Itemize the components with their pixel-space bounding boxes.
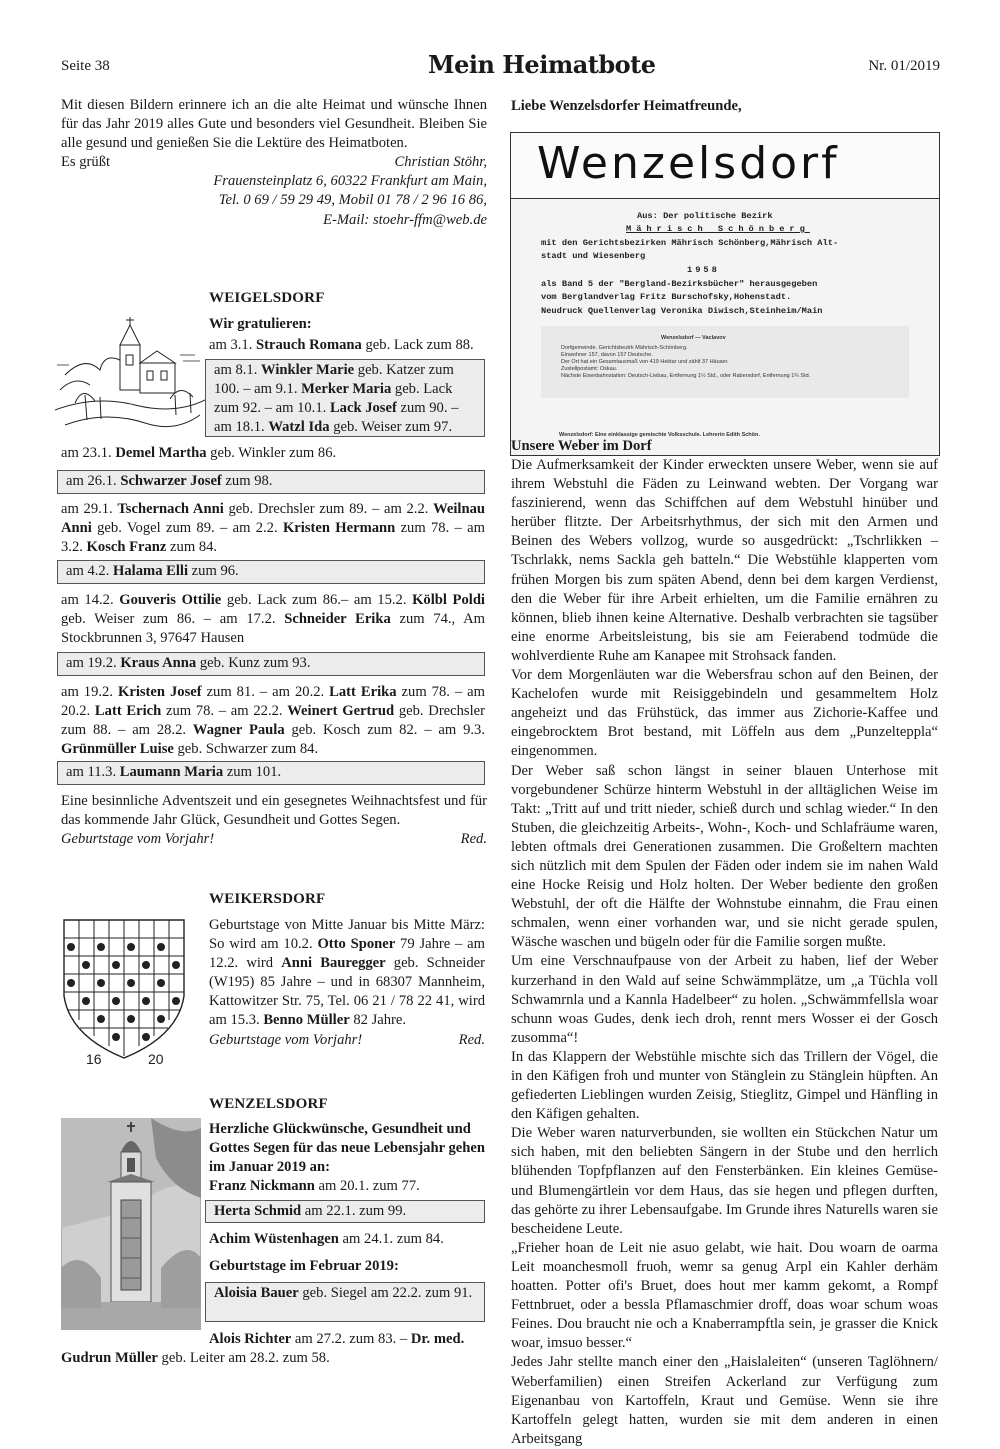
article-paragraph: Jedes Jahr stellte manch einer den „Haislaleiten“ (unseren Taglöhnern/ Weberfamilien) einen Streifen Ackerland zur Verfügung zum Eigenanbau von Kartoffeln, Kraut und Gemüse. Wenn sie ihre Kartoffeln gelegt hatten, wurden sie mit dem anderen in einen Arbeitsgang xyxy=(511,1354,938,1447)
weigelsdorf-highlight-box-2: am 26.1. Schwarzer Josef zum 98. xyxy=(57,470,485,494)
doc-small-1: Dorfgemeinde. Gerichtsbezirk Mährisch-Schönberg. xyxy=(561,345,688,351)
weigelsdorf-title: WEIGELSDORF xyxy=(209,290,325,306)
author-phone: Tel. 0 69 / 59 29 49, Mobil 01 78 / 2 96 16 86, xyxy=(218,192,487,209)
article-paragraph: Um eine Verschnaufpause von der Arbeit zu haben, lief der Weber kurzerhand in den Wald auf seine Schwämmplätze, um „a Tüchla voll Schwamrnla und a Kannla Hadelbeer“ zu holen. „Schwämmfellsla woar schunn woas Gudes, denk iech droh, rennt mers Wosser ei der Gosch zusomma“! xyxy=(511,953,938,1046)
weigelsdorf-highlight-box-3: am 4.2. Halama Elli zum 96. xyxy=(57,560,485,584)
author-contact xyxy=(61,172,487,229)
weigelsdorf-paragraph-3: am 29.1. Tschernach Anni geb. Drechsler zum 89. – am 2.2. Weilnau Anni geb. Vogel zum 89. – am 2.2. Kristen Hermann zum 78. – am 3.2. Kosch Franz zum 84. xyxy=(61,501,485,556)
author-name: Christian Stöhr, xyxy=(394,154,487,171)
masthead-title: Mein Heimatbote xyxy=(428,50,656,79)
intro-text: Mit diesen Bildern erinnere ich an die alte Heimat und wünsche Ihnen für das Jahr 2019 alles Gute und besonders viel Gesundheit. Bleiben Sie alle gesund und genießen Sie die Lektüre des Heimatboten. xyxy=(61,97,487,152)
doc-small-6: Wenzelsdorf: Eine einklassige gemischte Volksschule. Lehrerin Edith Schön. xyxy=(559,432,760,438)
wenzelsdorf-wishes: Herzliche Glückwünsche, Gesundheit und Gottes Segen für das neue Lebensjahr gehen im Januar 2019 an: xyxy=(209,1121,485,1176)
salutation: Liebe Wenzelsdorfer Heimatfreunde, xyxy=(511,98,742,114)
article-paragraph: „Frieher hoan de Leit nie asuo gelabt, wie hait. Dou woarn de oarma Leit moanchesmoll fruoh, wemr sa genug Arpl ein Kahler derhäm hoatten. Potter ofi's Bruet, does hout mer kamm gekomt, a Rompf Fettnbruet, oder a bessla Pflamaschmier droff, doas woar schum woas Feines. Dou braucht nie och a Knaberrampftla sein, je grasser die Knick woar, imsuo besser.“ xyxy=(511,1239,938,1352)
weigelsdorf-paragraph-5: am 19.2. Kristen Josef zum 81. – am 20.2. Latt Erika zum 78. – am 20.2. Latt Erich zum 78. – am 22.2. Weinert Gertrud geb. Drechsler zum 88. – am 28.2. Wagner Paula geb. Kosch zum 82. – am 9.3. Grünmüller Luise geb. Schwarzer zum 84. xyxy=(61,684,486,758)
doc-line-2: Mährisch Schönberg xyxy=(626,224,810,234)
doc-small-2: Einwohner 157, davon 157 Deutsche. xyxy=(561,352,653,358)
article-paragraph: Der Weber saß schon längst in seiner blauen Unterhose mit vorgebundener Schürze hinterm Webstuhl in der alltäglichen Weise im Takt: „Tritt auf und tritt nieder, schieß durch und schlag wieder.“ In den Stuben, die gleichzeitig Arbeits-, Wohn-, Koch- und Schlafräume waren, lebten oftmals drei Generationen zusammen. Die Großeltern machten sich nützlich mit dem Spulen der Fäden oder indem sie im nahen Wald eine Hocke Reisig und Holz holten. Der Weber bediente den großen Webstuhl, der oft die Hälfte der Wohnstube einnahm, die Frau einen schmalen, wenn einer vorhanden war, und sie nicht gerade spulen, Wäsche waschen und bügeln oder für die Familie sorgen mußte. xyxy=(511,762,938,951)
weigelsdorf-paragraph-4: am 14.2. Gouveris Ottilie geb. Lack zum 86.– am 15.2. Kölbl Poldi geb. Weiser zum 86. – am 17.2. Schneider Erika zum 74., Am Stockbrunnen 3, 97647 Hausen xyxy=(61,592,485,647)
weigelsdorf-highlight-box-5: am 11.3. Laumann Maria zum 101. xyxy=(57,761,485,785)
greeting: Es grüßt xyxy=(61,154,111,171)
weigelsdorf-highlight-box-4: am 19.2. Kraus Anna geb. Kunz zum 93. xyxy=(57,652,485,676)
page-number: Seite 38 xyxy=(61,58,110,74)
wenzelsdorf-highlight-box-1: Herta Schmid am 22.1. zum 99. xyxy=(205,1200,485,1223)
author-address: Frauensteinplatz 6, 60322 Frankfurt am Main, xyxy=(213,173,487,190)
doc-line-6: als Band 5 der "Bergland-Bezirksbücher" herausgegeben xyxy=(541,279,818,289)
greeting-row xyxy=(61,153,487,172)
doc-line-1: Aus: Der politische Bezirk xyxy=(637,211,773,221)
wenzelsdorf-line-2: Achim Wüstenhagen am 24.1. zum 84. xyxy=(209,1231,444,1247)
wenzelsdorf-last-line-2: Gudrun Müller geb. Leiter am 28.2. zum 58. xyxy=(61,1350,330,1366)
wenzelsdorf-last-line-1: Alois Richter am 27.2. zum 83. – Dr. med. xyxy=(209,1331,465,1347)
celebrant-name: Strauch Romana xyxy=(256,337,362,353)
wenzelsdorf-chapel-photo xyxy=(61,1118,201,1330)
weigelsdorf-line-1: am 3.1. Strauch Romana geb. Lack zum 88. xyxy=(209,337,474,353)
weikersdorf-coat-of-arms xyxy=(60,918,188,1066)
weigelsdorf-note: Geburtstage vom Vorjahr! xyxy=(61,831,215,848)
crest-year-right: 20 xyxy=(148,1051,164,1066)
article-paragraph: Die Weber waren naturverbunden, sie wollten ein Stückchen Natur um sich haben, mit den beliebten Sängern in der Stube und den herrlich blühenden Topfpflanzen auf den Fensterbänken. Ein kleines Gemüse- und Blumengärtlein vor dem Haus, das sie hegen und pflegen durften, das gehörte zu ihrer Lebensaufgabe. Im Grunde ihres Naturells waren sie bescheidene Leute. xyxy=(511,1125,938,1237)
wenzelsdorf-line-1: Franz Nickmann am 20.1. zum 77. xyxy=(209,1178,420,1194)
weikersdorf-text: Geburtstage von Mitte Januar bis Mitte März: So wird am 10.2. Otto Sponer 79 Jahre – am 12.2. wird Anni Bauregger geb. Schneider (W195) 85 Jahre – und in 68307 Mannheim, Kattowitzer Str. 75, Tel. 06 21 / 78 22 41, wird am 15.3. Benno Müller 82 Jahre. Geburtstage vom Vorjahr! Red. xyxy=(209,916,485,1050)
author-email: E-Mail: stoehr-ffm@web.de xyxy=(323,211,487,228)
weigelsdorf-church-illustration xyxy=(55,315,205,443)
weikersdorf-note: Geburtstage vom Vorjahr! xyxy=(209,1031,363,1048)
article-heading: Unsere Weber im Dorf xyxy=(511,438,652,454)
weikersdorf-title: WEIKERSDORF xyxy=(209,891,326,907)
article-paragraph: Die Aufmerksamkeit der Kinder erweckten unsere Weber, wenn sie auf ihrem Webstuhl die Fäden zu Leinwand webten. Der Vorgang war faszinierend, wenn das Schiffchen auf dem Webstuhl hinüber und herüber flitzte. Der Arbeitsrhythmus, der sich mit den Armen und Beinen des Webers vollzog, wurde so ausgedrückt: „Tschrlikken – Tschrlakk, nems Sackla geh batteln.“ Die Webstühle klapperten vom frühen Morgen bis zum späten Abend, denn bei dem kargen Verdienst, den die Weber für ihre Arbeit erhielten, um die Familie ernähren zu können, blieb ihnen keine Alternative. Deshalb verbrachten sie tagsüber eine enorme Arbeitsleistung, bis sie am Feierabend todmüde die wohlverdiente Ruhe am Kanapee mit Strohsack fanden. xyxy=(511,457,938,664)
doc-line-4: stadt und Wiesenberg xyxy=(541,251,646,261)
wenzelsdorf-title: WENZELSDORF xyxy=(209,1096,328,1112)
wenzelsdorf-document-scan xyxy=(510,132,940,456)
doc-small-3: Der Ort hat ein Gesamtausmaß von 419 Hektar und zählt 37 Häuser. xyxy=(561,359,729,365)
weikersdorf-red: Red. xyxy=(458,1031,485,1048)
issue-number: Nr. 01/2019 xyxy=(868,58,940,74)
weigelsdorf-closing: Eine besinnliche Adventszeit und ein gesegnetes Weihnachtsfest und für das kommende Jahr Glück, Gesundheit und Gottes Segen. Geburtstage vom Vorjahr! Red. xyxy=(61,792,487,849)
wenzelsdorf-highlight-box-2: Aloisia Bauer geb. Siegel am 22.2. zum 91. xyxy=(205,1282,485,1322)
doc-small-0: Wenzelsdorf — Vaclavov xyxy=(661,335,726,341)
doc-line-8: Neudruck Quellenverlag Veronika Diwisch,Steinheim/Main xyxy=(541,306,823,316)
article-paragraph: Vor dem Morgenläuten war die Webersfrau schon auf den Beinen, der Kachelofen wurde mit Reisiggebindeln und gesammeltem Holz angeheizt und das Frühstück, das immer aus Zichorie-Kaffee und eingebrocktem Brot bestand, mit Löffeln aus dem „Punzelteppla“ eingenommen. xyxy=(511,667,938,760)
intro-block xyxy=(61,96,487,230)
weigelsdorf-highlight-box-1: am 8.1. Winkler Marie geb. Katzer zum 100. – am 9.1. Merker Maria geb. Lack zum 92. – am 10.1. Lack Josef zum 90. – am 18.1. Watzl Ida geb. Weiser zum 97. xyxy=(205,359,485,437)
weigelsdorf-subtitle: Wir gratulieren: xyxy=(209,316,312,332)
wenzelsdorf-feb-heading: Geburtstage im Februar 2019: xyxy=(209,1258,399,1274)
doc-small-5: Nächste Eisenbahnstation: Deutsch-Liebau, Entfernung 1½ Std., oder Rabersdorf, Entfernung 1¾ Std. xyxy=(561,373,811,379)
weigelsdorf-red: Red. xyxy=(460,831,487,848)
doc-line-7: vom Berglandverlag Fritz Burschofsky,Hohenstadt. xyxy=(541,292,792,302)
article-paragraph: In das Klappern der Webstühle mischte sich das Trillern der Vögel, die in den Käfigen froh und munter von Stänglein zu Stänglein hüpften. An gefiederten Lieblingen wurden Zeisig, Stieglitz, Gimpel und Hänfling in den Käfigen gehalten. xyxy=(511,1048,938,1123)
crest-year-left: 16 xyxy=(86,1051,102,1066)
doc-small-4: Zustellpostamt: Oskau. xyxy=(561,366,618,372)
weigelsdorf-line-2: am 23.1. Demel Martha geb. Winkler zum 86. xyxy=(61,445,337,461)
doc-line-5: 1958 xyxy=(687,265,720,275)
article-body xyxy=(511,456,938,1449)
document-title: Wenzelsdorf xyxy=(537,138,840,189)
doc-line-3: mit den Gerichtsbezirken Mährisch Schönberg,Mährisch Alt- xyxy=(541,238,839,248)
